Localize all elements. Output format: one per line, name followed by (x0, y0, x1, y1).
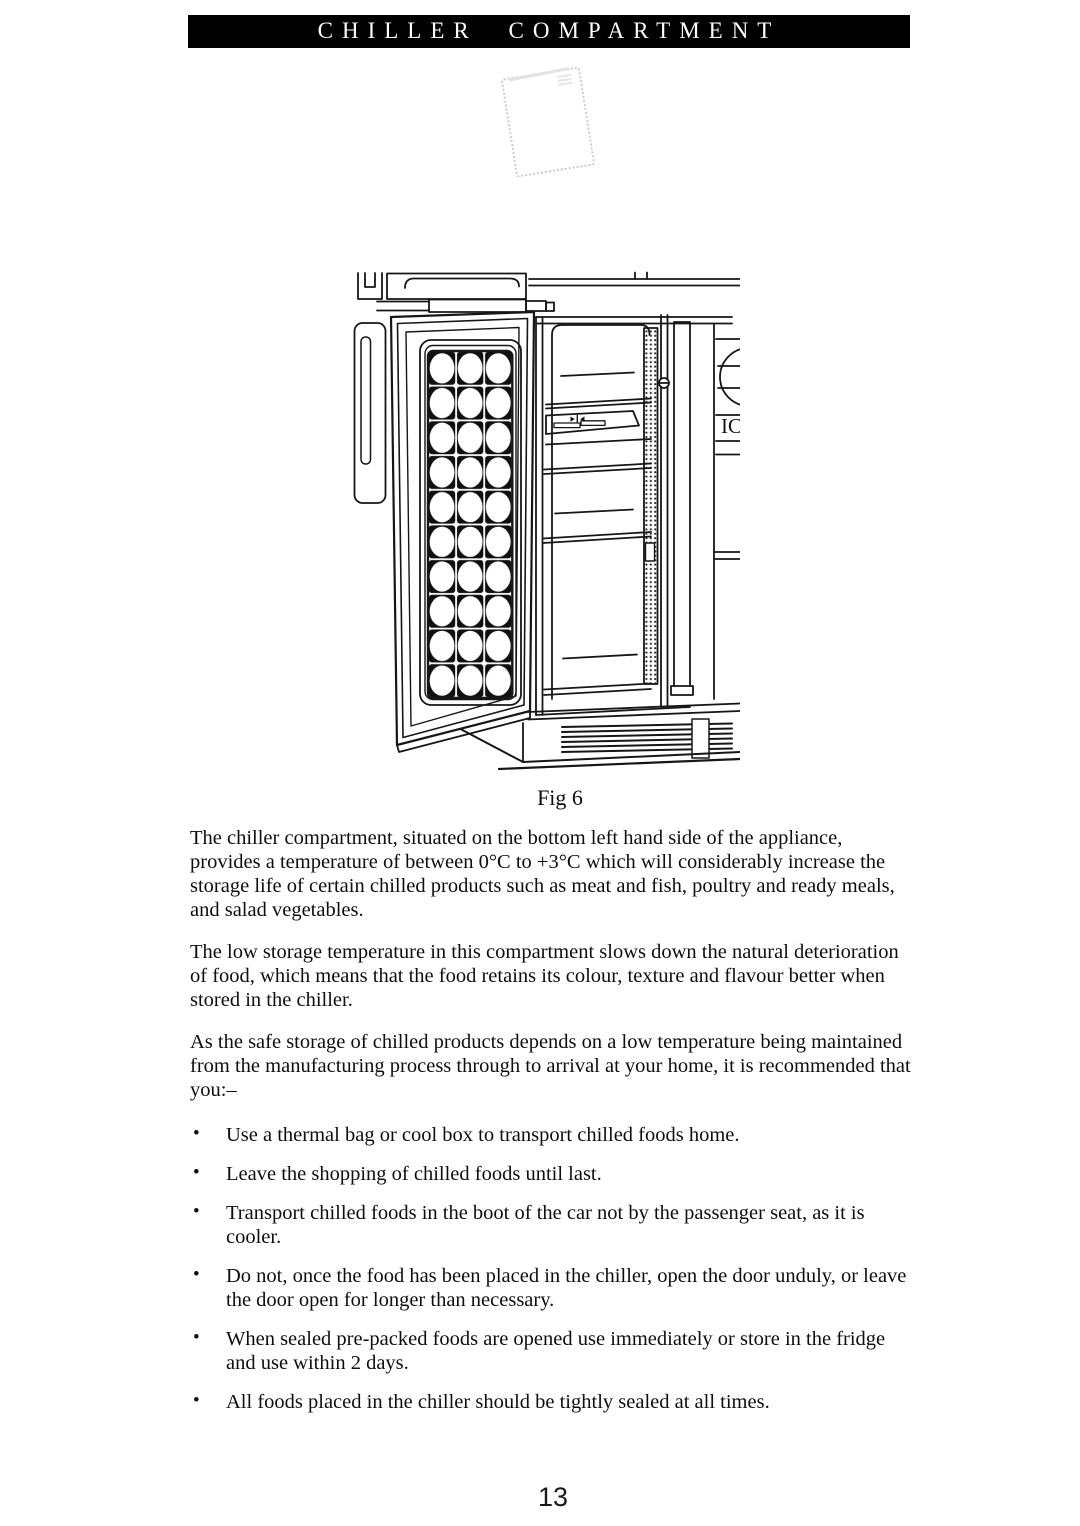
worktop-lines (529, 273, 740, 286)
list-item (190, 1123, 914, 1147)
section-header-bar (188, 15, 910, 48)
door-hinge-pillar (659, 315, 693, 707)
right-cabinet-edge (536, 317, 740, 699)
bullet-marker: • (193, 1162, 200, 1183)
list-item-text: Transport chilled foods in the boot of the car not by the passenger seat, as it is cooler. (226, 1202, 865, 1248)
page-number: 13 (537, 1482, 569, 1512)
chiller-door-open (391, 312, 534, 752)
paper-smudge (557, 74, 572, 86)
list-item (190, 1201, 914, 1249)
list-item-text: Do not, once the food has been placed in the chiller, open the door unduly, or leave the door open for longer than necessary. (226, 1265, 907, 1311)
advice-list (190, 1123, 914, 1414)
chiller-compartment-figure (350, 255, 740, 780)
figure-caption: Fig 6 (537, 785, 583, 810)
door-rack-grid (428, 351, 512, 698)
list-item (190, 1327, 914, 1375)
list-item-text: Use a thermal bag or cool box to transport chilled foods home. (226, 1124, 740, 1146)
bullet-marker: • (193, 1327, 200, 1348)
paragraph: The chiller compartment, situated on the bottom left hand side of the appliance, provides a temperature of between 0°C to +3°C which will considerably increase the storage life of certain chilled products such as meat and fish, poultry and ready meals, and salad vegetables. (190, 827, 895, 921)
list-item (190, 1162, 914, 1186)
bullet-marker: • (193, 1201, 200, 1222)
hinge-cup-icon (720, 348, 740, 406)
bullet-marker: • (193, 1390, 200, 1411)
list-item-text: When sealed pre-packed foods are opened use immediately or store in the fridge and use within 2 days. (226, 1328, 886, 1374)
partial-label: IC (721, 414, 740, 438)
body-text (190, 826, 914, 1429)
left-trim-handle (355, 323, 386, 503)
latch-slot (646, 543, 655, 561)
list-item-text: All foods placed in the chiller should be tightly sealed at all times. (226, 1391, 770, 1413)
upper-door-bottom (377, 274, 554, 313)
chiller-line-drawing (350, 255, 740, 780)
cabinet-corner-bracket (358, 273, 382, 299)
paragraph: As the safe storage of chilled products depends on a low temperature being maintained from the manufacturing process through to arrival at your home, it is recommended that you:– (190, 1031, 911, 1101)
door-gasket (644, 328, 658, 684)
faint-paper-sketch (501, 66, 596, 177)
paragraph: The low storage temperature in this compartment slows down the natural deterioration of food, which means that the food retains its colour, texture and flavour better when stored in the chiller. (190, 941, 899, 1011)
list-item-text: Leave the shopping of chilled foods until last. (226, 1163, 602, 1185)
page-title: CHILLER COMPARTMENT (317, 18, 781, 43)
list-item (190, 1390, 914, 1414)
bullet-marker: • (193, 1264, 200, 1285)
list-item (190, 1264, 914, 1312)
bullet-marker: • (193, 1123, 200, 1144)
